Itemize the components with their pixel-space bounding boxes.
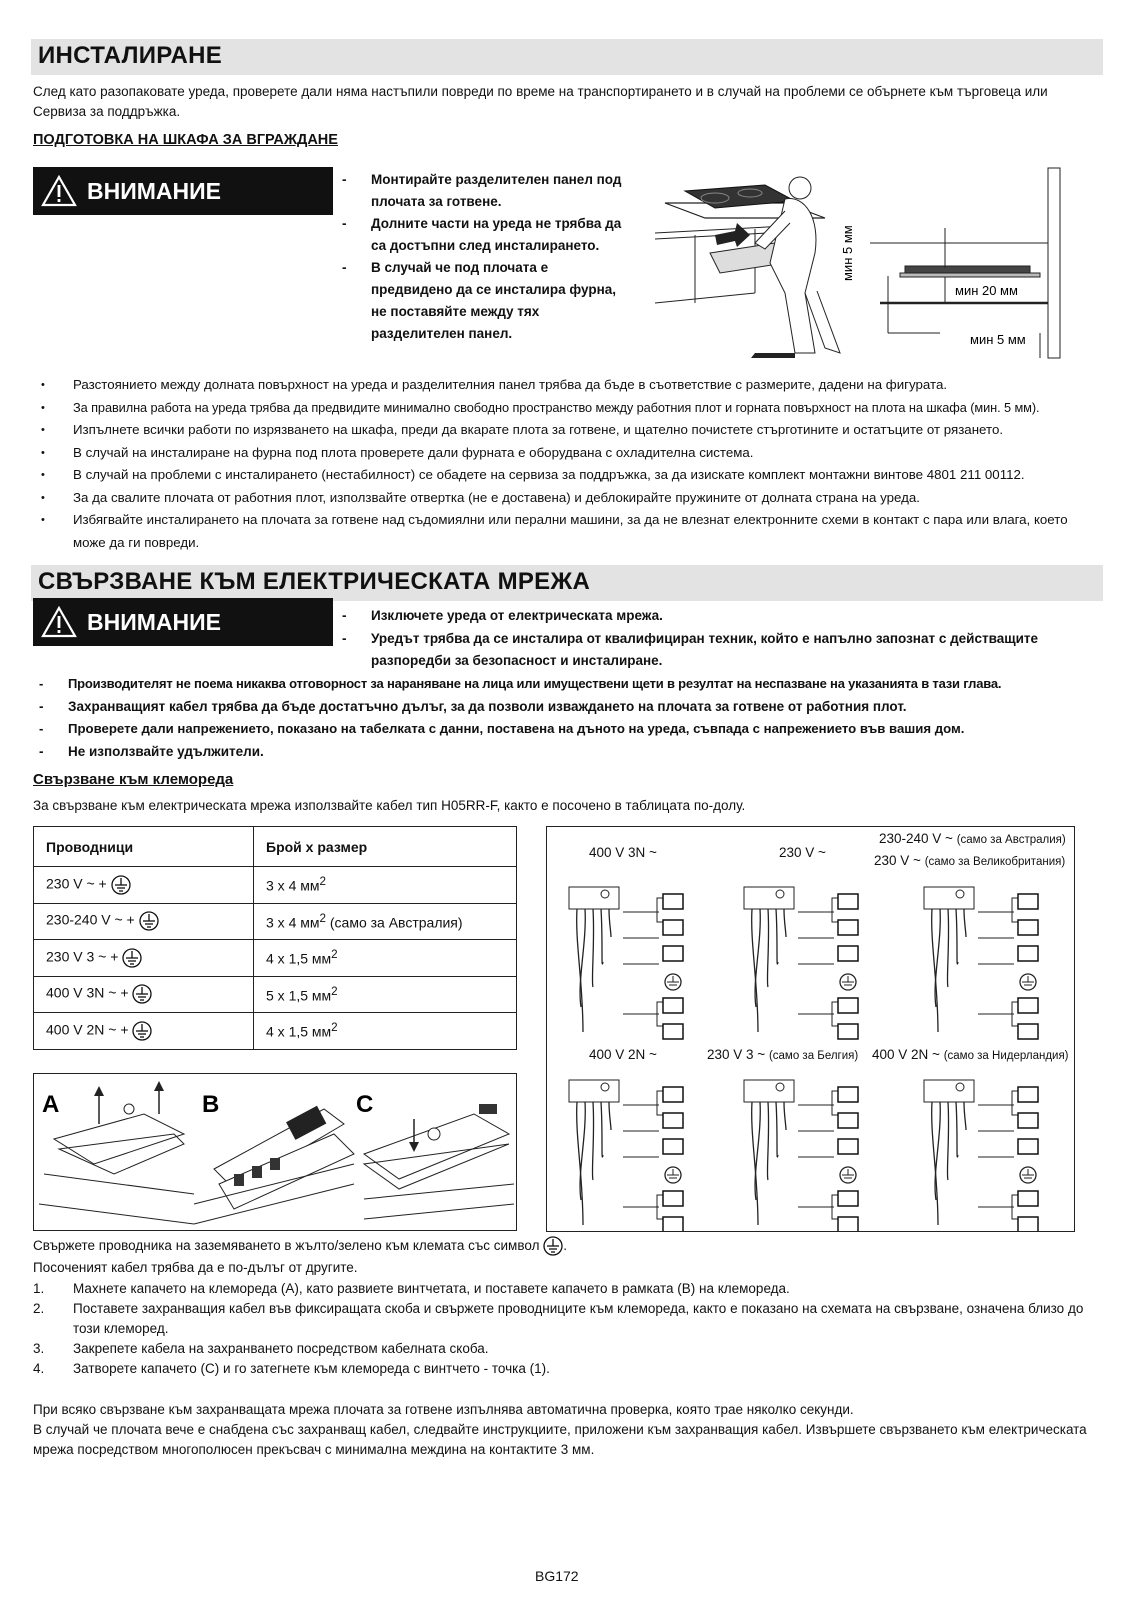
warning-triangle-icon: [41, 606, 77, 638]
warning-item: - Изключете уреда от електрическата мрежа.: [339, 605, 1099, 628]
installation-bullets: [33, 374, 1098, 554]
min-20mm-label: мин 20 мм: [955, 283, 1018, 298]
wiring-title-230v-uk: 230 V ~ (само за Великобритания): [874, 853, 1066, 868]
min-5mm-vertical-label: мин 5 мм: [840, 225, 855, 281]
installation-illustration: [655, 163, 1095, 368]
cable-note: За свързване към електрическата мрежа използвайте кабел тип H05RR-F, както е посочено в таблицата по-долу.: [33, 798, 746, 813]
step-item: 2. Поставете захранващия кабел във фиксиращата скоба и свържете проводниците към клемореда, както е показано на схемата на свързване, означена близо до този клеморед.: [33, 1301, 1084, 1336]
installation-intro: След като разопаковате уреда, проверете дали няма настъпили повреди по време на транспортирането и в случай на проблеми се обърнете към търговеца или Сервиза за поддръжка.: [33, 84, 1048, 119]
bullet-item: • Изпълнете всички работи по изрязването на шкафа, преди да вкарате плота за готвене, и щателно почистете стърготините и остатъците от рязането.: [33, 419, 1098, 442]
wiring-title-230v: 230 V ~: [779, 845, 826, 860]
dash-item: - Захранващият кабел трябва да бъде достатъчно дълъг, за да позволи изваждането на плочата за готвене от работния плот.: [36, 696, 1106, 719]
earth-symbol-icon: [139, 911, 159, 931]
wiring-title-400v-3n: 400 V 3N ~: [589, 845, 657, 860]
warning-item: - Долните части на уреда не трябва да са достъпни след инсталирането.: [339, 213, 629, 257]
earth-symbol-icon: [111, 875, 131, 895]
conductor-cell: 230 V ~ +: [34, 867, 254, 904]
step-item: 1. Махнете капачето на клемореда (A), като развиете винтчетата, и поставете капачето в рамката (B) на клемореда.: [33, 1281, 790, 1296]
earth-symbol-icon: [132, 984, 152, 1004]
warning-banner: [33, 167, 333, 215]
existing-cable-note: В случай че плочата вече е снабдена със захранващ кабел, следвайте инструкциите, приложени към захранващия кабел. Извършете свързването към електрическата мрежа посредством многополюсен прекъсвач с минимална междина на контактите 3 мм.: [33, 1422, 1087, 1457]
size-cell: 3 x 4 $мм^2$ (само за Австралия): [254, 903, 517, 940]
label-b: B: [202, 1091, 220, 1118]
size-cell: 4 x 1,5 $мм^2$: [254, 940, 517, 977]
dash-item: - Не използвайте удължители.: [36, 741, 1106, 764]
warning-item: - В случай че под плочата е предвидено да се инсталира фурна, не поставяйте между тях разделителен панел.: [339, 257, 629, 345]
terminal-block-subtitle: Свързване към клемореда: [33, 771, 234, 788]
conductor-cell: 400 V 2N ~ +: [34, 1013, 254, 1050]
cabinet-preparation-subtitle: ПОДГОТОВКА НА ШКАФА ЗА ВГРАЖДАНЕ: [33, 132, 338, 148]
size-cell: 3 x 4 $мм^2$: [254, 867, 517, 904]
conductor-cell: 230-240 V ~ +: [34, 903, 254, 940]
auto-check-note: При всяко свързване към захранващата мрежа плочата за готвене изпълнява автоматична проверка, която трае няколко секунди.: [33, 1402, 854, 1417]
wiring-diagrams: [546, 826, 1075, 1232]
min-5mm-bottom-label: мин 5 мм: [970, 332, 1026, 347]
electrical-dash-items: [36, 673, 1106, 763]
dash-item: - Проверете дали напрежението, показано на табелката с данни, поставена на дъното на уреда, съвпада с напрежението във вашия дом.: [36, 718, 1106, 741]
earth-symbol-icon: [132, 1021, 152, 1041]
warning-item: - Уредът трябва да се инсталира от квалифициран техник, който е напълно запознат с действащите разпоредби за безопасност и инсталиране.: [339, 628, 1099, 673]
section-title-installation: ИНСТАЛИРАНЕ: [31, 39, 1103, 75]
section-title-electrical: СВЪРЗВАНЕ КЪМ ЕЛЕКТРИЧЕСКАТА МРЕЖА: [31, 565, 1103, 601]
warning-label: ВНИМАНИЕ: [87, 177, 222, 204]
electrical-warnings: [339, 605, 1099, 673]
table-header-row: [34, 827, 517, 867]
label-a: A: [42, 1091, 60, 1118]
warning-label: ВНИМАНИЕ: [87, 608, 222, 635]
wiring-title-400v-2n: 400 V 2N ~: [589, 1047, 657, 1062]
earth-symbol-icon: [543, 1236, 563, 1256]
warning-item: - Монтирайте разделителен панел под плочата за готвене.: [339, 169, 629, 213]
wiring-title-400v-2n-nl: 400 V 2N ~ (само за Нидерландия): [872, 1047, 1069, 1062]
bullet-item: • В случай на проблеми с инсталирането (нестабилност) се обадете на сервиза за поддръжка, за да изискате комплект монтажни винтове 4801 211 00112.: [33, 464, 1098, 487]
size-cell: 4 x 1,5 $мм^2$: [254, 1013, 517, 1050]
table-row: [34, 940, 517, 977]
bullet-item: • Разстоянието между долната повърхност на уреда и разделителния панел трябва да бъде в съответствие с размерите, дадени на фигурата.: [33, 374, 1098, 397]
bullet-item: • За да свалите плочата от работния плот, използвайте отвертка (не е доставена) и деблокирайте пружините от долната страна на уреда.: [33, 487, 1098, 510]
table-header-cell: Брой x размер: [254, 827, 517, 867]
conductor-cell: 230 V 3 ~ +: [34, 940, 254, 977]
table-row: [34, 867, 517, 904]
table-row: [34, 903, 517, 940]
table-row: [34, 1013, 517, 1050]
earth-note: Свържете проводника на заземяването в жълто/зелено към клемата със символ .: [33, 1236, 567, 1256]
longer-cable-note: Посоченият кабел трябва да е по-дълъг от другите.: [33, 1260, 358, 1275]
earth-symbol-icon: [122, 948, 142, 968]
dash-item: - Производителят не поема никаква отговорност за нараняване на лица или имуществени щети в резултат на неспазване на указанията в тази глава.: [36, 673, 1106, 696]
terminal-cover-illustration: [33, 1073, 517, 1231]
warning-triangle-icon: [41, 175, 77, 207]
table-row: [34, 976, 517, 1013]
size-cell: 5 x 1,5 $мм^2$: [254, 976, 517, 1013]
bullet-item: • В случай на инсталиране на фурна под плота проверете дали фурната е оборудвана с охладителна система.: [33, 442, 1098, 465]
conductor-cell: 400 V 3N ~ +: [34, 976, 254, 1013]
cabinet-warnings: [339, 169, 629, 345]
conductors-table: [33, 826, 517, 1050]
connection-steps: [33, 1279, 1098, 1379]
page-number: BG172: [535, 1568, 579, 1584]
wiring-title-230v-3-belgium: 230 V 3 ~ (само за Белгия): [707, 1047, 859, 1062]
wiring-title-230-240v: 230-240 V ~ (само за Австралия): [879, 831, 1066, 846]
bullet-item: • За правилна работа на уреда трябва да предвидите минимално свободно пространство между работния плот и горната повърхност на плота на шкафа (мин. 5 мм).: [33, 397, 1098, 420]
step-item: 3. Закрепете кабела на захранването посредством кабелната скоба.: [33, 1341, 489, 1356]
label-c: C: [356, 1091, 374, 1118]
step-item: 4. Затворете капачето (C) и го затегнете към клемореда с винтчето - точка (1).: [33, 1361, 550, 1376]
warning-banner: [33, 598, 333, 646]
table-header-cell: Проводници: [34, 827, 254, 867]
bullet-item: • Избягвайте инсталирането на плочата за готвене над съдомиялни или перални машини, за да не влезнат електронните схеми в контакт с пара или влага, което може да ги повреди.: [33, 509, 1098, 554]
